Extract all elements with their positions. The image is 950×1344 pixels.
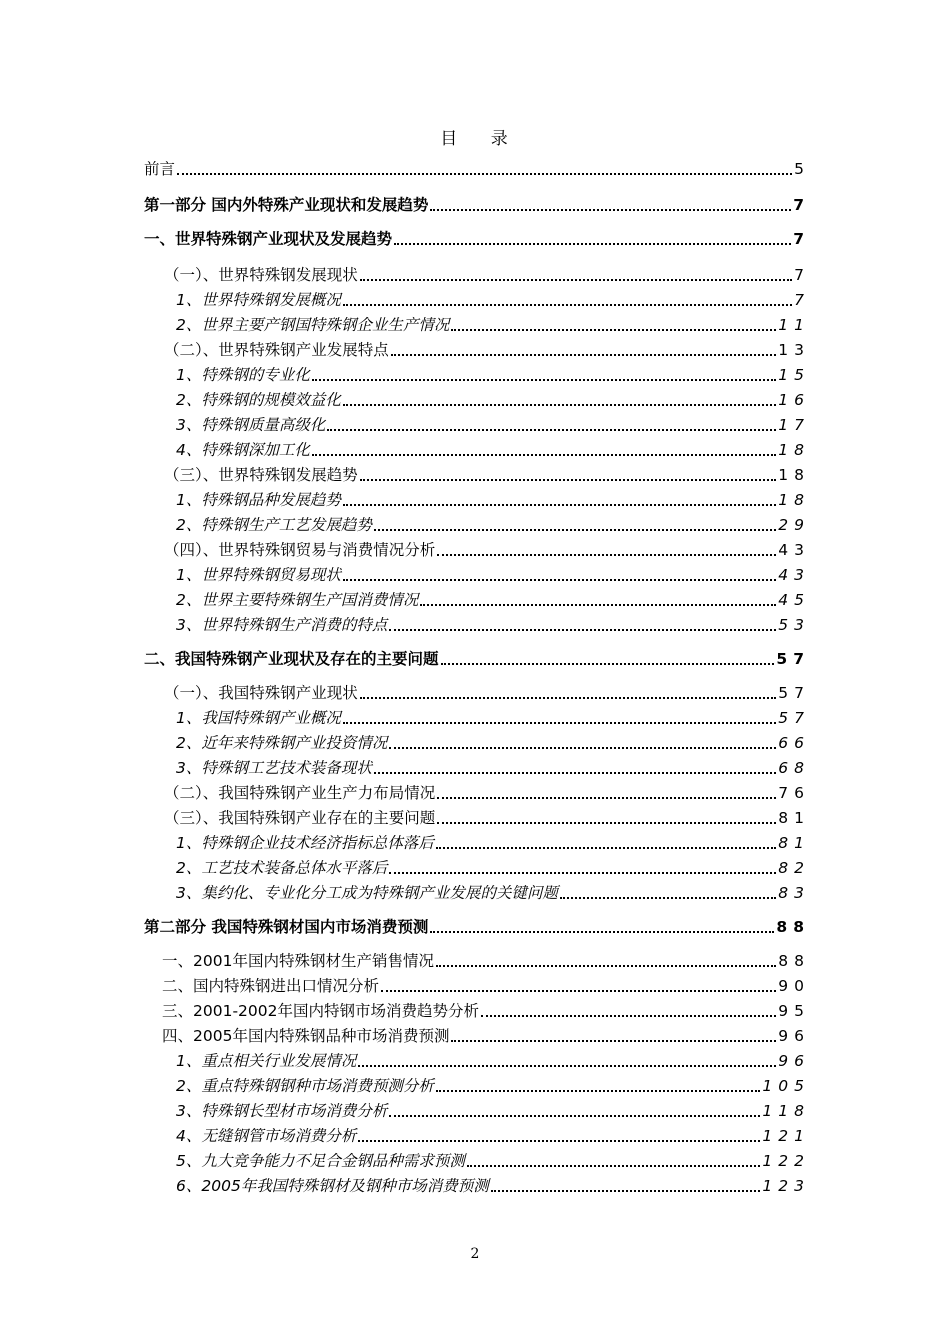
toc-entry-page: 43 [778,566,810,584]
toc-entry-label: 二、国内特殊钢进出口情况分析 [162,977,380,995]
toc-entry-label: 二、我国特殊钢产业现状及存在的主要问题 [144,650,439,668]
toc-entry-label: 1、世界特殊钢发展概况 [176,291,341,309]
toc-entry-label: 三、2001-2002年国内特钢市场消费趋势分析 [162,1002,479,1020]
toc-entry[interactable] [144,561,810,585]
toc-entry-label: 第二部分 我国特殊钢材国内市场消费预测 [144,918,429,936]
toc-entry-label: 一、2001年国内特殊钢材生产销售情况 [162,952,434,970]
toc-leader-dots [491,1190,761,1192]
toc-entry[interactable] [144,729,810,753]
toc-entry-label: 1、特殊钢企业技术经济指标总体落后 [176,834,434,852]
toc-entry[interactable] [144,1097,810,1121]
toc-entry-label: 四、2005年国内特殊钢品种市场消费预测 [162,1027,450,1045]
toc-entry-page: 7 [794,266,810,284]
toc-entry-page: 43 [778,541,810,559]
toc-entry[interactable] [144,261,810,285]
toc-entry-page: 81 [778,834,810,852]
toc-entry-page: 81 [778,809,810,827]
toc-entry-label: 一、世界特殊钢产业现状及发展趋势 [144,230,393,248]
toc-entry-page: 17 [778,416,810,434]
toc-entry[interactable] [144,336,810,360]
toc-entry-label: 3、特殊钢长型材市场消费分析 [176,1102,388,1120]
toc-entry[interactable] [144,704,810,728]
toc-entry[interactable] [144,679,810,703]
toc-entry-label: 2、重点特殊钢钢种市场消费预测分析 [176,1077,434,1095]
toc-entry[interactable] [144,779,810,803]
toc-entry[interactable] [144,586,810,610]
toc-leader-dots [420,604,776,606]
toc-entry-label: 1、特殊钢品种发展趋势 [176,491,341,509]
toc-leader-dots [343,304,792,306]
toc-leader-dots [437,554,776,556]
toc-entry-page: 7 [794,291,810,309]
toc-entry-label: 2、近年来特殊钢产业投资情况 [176,734,388,752]
toc-entry-page: 122 [762,1152,810,1170]
toc-entry-page: 57 [778,709,810,727]
toc-entry-page: 18 [778,466,810,484]
toc-entry[interactable] [144,854,810,878]
toc-entry-label: 2、工艺技术装备总体水平落后 [176,859,388,877]
toc-entry-label: 3、特殊钢质量高级化 [176,416,326,434]
page-number: 2 [470,1246,480,1262]
toc-entry-label: 2、特殊钢生产工艺发展趋势 [176,516,372,534]
toc-entry-label: 4、无缝钢管市场消费分析 [176,1127,357,1145]
toc-entry[interactable] [144,225,810,249]
toc-entry-page: 96 [778,1052,810,1070]
toc-entry[interactable] [144,1122,810,1146]
toc-entry-page: 16 [778,391,810,409]
toc-entry-label: （一）、世界特殊钢发展现状 [164,266,358,284]
toc-leader-dots [358,1065,776,1067]
toc-entry-label: （二）、世界特殊钢产业发展特点 [164,341,389,359]
toc-entry-label: 1、重点相关行业发展情况 [176,1052,357,1070]
toc-entry[interactable] [144,311,810,335]
toc-entry-page: 88 [778,952,810,970]
toc-entry-label: 2、世界主要特殊钢生产国消费情况 [176,591,419,609]
toc-entry-page: 105 [762,1077,810,1095]
toc-entry[interactable] [144,997,810,1021]
toc-entry[interactable] [144,486,810,510]
toc-entry[interactable] [144,879,810,903]
toc-leader-dots [389,872,776,874]
toc-entry-page: 95 [778,1002,810,1020]
toc-leader-dots [436,847,776,849]
toc-leader-dots [391,354,777,356]
toc-entry-page: 96 [778,1027,810,1045]
toc-entry-label: （一）、我国特殊钢产业现状 [164,684,358,702]
toc-entry-label: 1、特殊钢的专业化 [176,366,310,384]
toc-entry-label: （四）、世界特殊钢贸易与消费情况分析 [164,541,436,559]
toc-leader-dots [451,329,776,331]
toc-title: 目 录 [440,129,522,149]
toc-entry[interactable] [144,1172,810,1196]
toc-entry[interactable] [144,411,810,435]
toc-entry[interactable] [144,361,810,385]
toc-leader-dots [177,173,792,175]
toc-entry[interactable] [144,829,810,853]
toc-entry-page: 7 [793,196,810,214]
toc-leader-dots [436,965,776,967]
toc-entry-label: （三）、世界特殊钢发展趋势 [164,466,358,484]
toc-entry-page: 18 [778,491,810,509]
toc-entry-label: 4、特殊钢深加工化 [176,441,310,459]
toc-entry[interactable] [144,1072,810,1096]
toc-leader-dots [312,379,776,381]
toc-leader-dots [394,243,791,245]
toc-entry-page: 76 [778,784,810,802]
toc-entry[interactable] [144,191,810,215]
toc-leader-dots [437,822,776,824]
toc-leader-dots [437,797,776,799]
toc-entry[interactable] [144,1147,810,1171]
toc-entry-label: 第一部分 国内外特殊产业现状和发展趋势 [144,196,429,214]
toc-leader-dots [343,504,776,506]
toc-leader-dots [327,429,776,431]
toc-entry[interactable] [144,155,810,179]
toc-entry-page: 123 [762,1177,810,1195]
toc-entry[interactable] [144,436,810,460]
toc-entry-page: 57 [778,684,810,702]
toc-entry[interactable] [144,947,810,971]
toc-leader-dots [441,663,775,665]
toc-entry[interactable] [144,913,810,937]
toc-leader-dots [360,479,777,481]
toc-leader-dots [381,990,776,992]
toc-entry[interactable] [144,536,810,560]
toc-entry-page: 29 [778,516,810,534]
toc-entry-page: 66 [778,734,810,752]
toc-entry-label: 6、2005年我国特殊钢材及钢种市场消费预测 [176,1177,489,1195]
toc-leader-dots [343,722,776,724]
toc-entry-label: 3、特殊钢工艺技术装备现状 [176,759,372,777]
toc-entry-page: 57 [776,650,810,668]
toc-entry[interactable] [144,972,810,996]
toc-entry-page: 13 [778,341,810,359]
toc-entry-label: 3、世界特殊钢生产消费的特点 [176,616,388,634]
toc-entry-label: 3、集约化、专业化分工成为特殊钢产业发展的关键问题 [176,884,558,902]
toc-leader-dots [374,772,776,774]
toc-entry-page: 15 [778,366,810,384]
toc-leader-dots [481,1015,776,1017]
toc-entry[interactable] [144,804,810,828]
toc-entry[interactable] [144,386,810,410]
toc-entry-page: 5 [794,160,810,178]
toc-leader-dots [560,897,776,899]
toc-entry-page: 90 [778,977,810,995]
toc-leader-dots [389,747,776,749]
toc-entry-page: 68 [778,759,810,777]
toc-leader-dots [389,1115,760,1117]
toc-entry-page: 11 [778,316,810,334]
toc-entry-label: 5、九大竞争能力不足合金钢品种需求预测 [176,1152,465,1170]
toc-entry-label: 前言 [144,160,176,178]
toc-entry[interactable] [144,1022,810,1046]
toc-entry-label: 2、世界主要产钢国特殊钢企业生产情况 [176,316,450,334]
toc-leader-dots [451,1040,776,1042]
toc-entry[interactable] [144,1047,810,1071]
toc-entry[interactable] [144,286,810,310]
toc-leader-dots [389,629,776,631]
toc-entry-label: （二）、我国特殊钢产业生产力布局情况 [164,784,436,802]
toc-leader-dots [343,579,776,581]
toc-entry-page: 82 [778,859,810,877]
toc-entry-page: 53 [778,616,810,634]
toc-entry-page: 118 [762,1102,810,1120]
toc-leader-dots [430,931,774,933]
toc-entry-page: 121 [762,1127,810,1145]
toc-leader-dots [360,279,792,281]
toc-leader-dots [374,529,776,531]
toc-entry[interactable] [144,754,810,778]
toc-leader-dots [343,404,776,406]
toc-leader-dots [312,454,776,456]
toc-entry[interactable] [144,611,810,635]
toc-entry-label: 1、世界特殊钢贸易现状 [176,566,341,584]
toc-entry-page: 45 [778,591,810,609]
toc-leader-dots [436,1090,761,1092]
toc-entry-page: 88 [776,918,810,936]
toc-leader-dots [467,1165,761,1167]
toc-leader-dots [430,209,791,211]
toc-entry-label: 1、我国特殊钢产业概况 [176,709,341,727]
toc-entry-page: 7 [793,230,810,248]
toc-entry-label: 2、特殊钢的规模效益化 [176,391,341,409]
toc-entry[interactable] [144,511,810,535]
toc-leader-dots [358,1140,760,1142]
toc-entry-label: （三）、我国特殊钢产业存在的主要问题 [164,809,436,827]
toc-leader-dots [360,697,777,699]
toc-entry-page: 83 [778,884,810,902]
toc-entry[interactable] [144,645,810,669]
toc-entry-page: 18 [778,441,810,459]
toc-entry[interactable] [144,461,810,485]
